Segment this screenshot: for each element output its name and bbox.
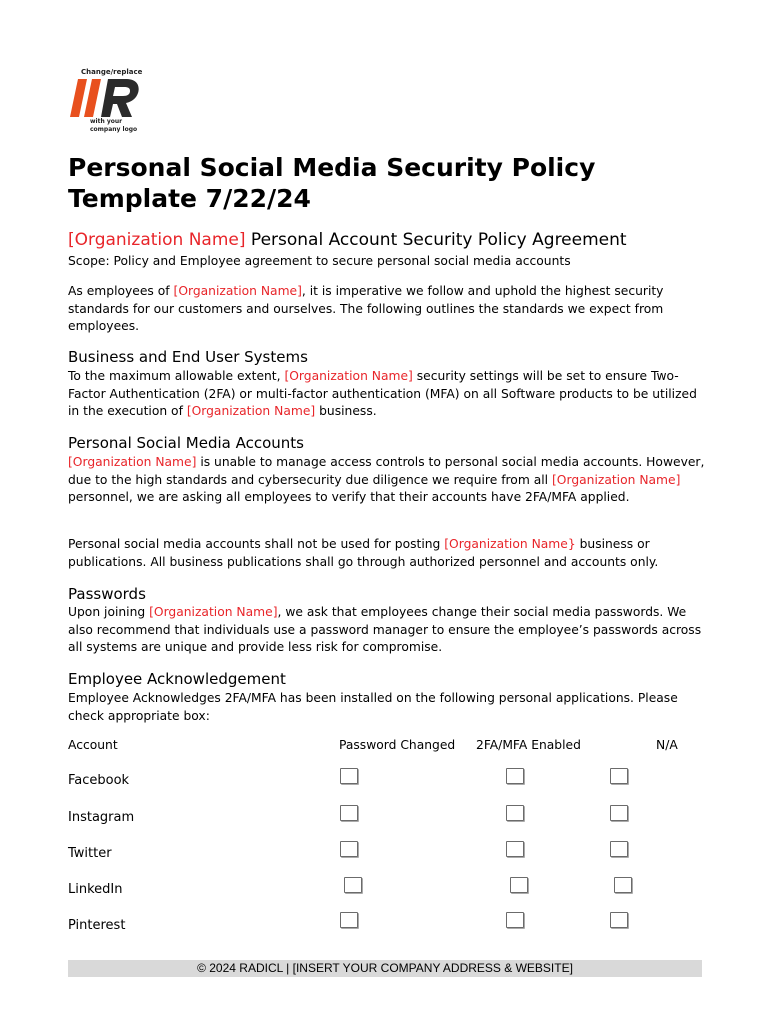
checkbox-twitter-na[interactable] — [610, 841, 628, 857]
org-placeholder: [Organization Name] — [186, 404, 316, 418]
section-heading-passwords: Passwords — [68, 585, 146, 603]
agreement-title — [68, 228, 627, 252]
org-placeholder: [Organization Name] — [552, 472, 681, 487]
personal-paragraph-2 — [68, 536, 708, 571]
personal-paragraph-1 — [68, 454, 708, 507]
personal-text-p2a: Personal social media accounts shall not be used for posting — [68, 537, 445, 551]
account-label-pinterest: Pinterest — [68, 918, 126, 933]
checkbox-facebook-na[interactable] — [610, 768, 628, 784]
checkbox-linkedin-na[interactable] — [614, 877, 632, 893]
org-placeholder: [Organization Name] — [68, 455, 197, 469]
scope-text: Scope: Policy and Employee agreement to secure personal social media accounts — [68, 254, 571, 268]
personal-text-b: personnel, we are asking all employees to verify that their accounts have 2FA/MFA applied. — [68, 490, 630, 504]
logo-caption-top: Change/replace — [81, 68, 143, 76]
intro-paragraph — [68, 283, 708, 336]
checkbox-instagram-2fa-enabled[interactable] — [506, 805, 524, 821]
passwords-text-b: , we ask that employees change their social media passwords. We also recommend that individuals use a password manager to ensure the employee’s passwords across all systems are unique and provide less risk for compromise. — [68, 605, 702, 654]
logo-caption-line-1: with your — [90, 118, 123, 125]
checkbox-pinterest-password-changed[interactable] — [340, 912, 358, 928]
passwords-paragraph — [68, 604, 708, 657]
account-label-linkedin: LinkedIn — [68, 882, 123, 897]
checkbox-facebook-password-changed[interactable] — [340, 768, 358, 784]
logo-mark-icon — [68, 78, 142, 118]
passwords-text-a: Upon joining — [68, 605, 150, 619]
agreement-title-text: Personal Account Security Policy Agreement — [245, 230, 627, 250]
section-heading-personal: Personal Social Media Accounts — [68, 434, 304, 452]
checkbox-pinterest-2fa-enabled[interactable] — [506, 912, 524, 928]
checkbox-twitter-password-changed[interactable] — [340, 841, 358, 857]
page-footer: © 2024 RADICL | [INSERT YOUR COMPANY ADDRESS & WEBSITE] — [68, 960, 702, 977]
checkbox-instagram-na[interactable] — [610, 805, 628, 821]
checkbox-linkedin-2fa-enabled[interactable] — [510, 877, 528, 893]
checkbox-facebook-2fa-enabled[interactable] — [506, 768, 524, 784]
personal-text-a: is unable to manage access controls to personal social media accounts. However, due to the high standards and cybersecurity due diligence we require from all — [68, 455, 705, 487]
checkbox-linkedin-password-changed[interactable] — [344, 877, 362, 893]
business-text-c: business. — [315, 404, 377, 418]
company-logo — [68, 68, 148, 136]
personal-text-p2b: business or publications. All business publications shall go through authorized personnel and accounts only. — [68, 537, 659, 569]
logo-caption-line-2: company logo — [90, 126, 138, 133]
org-placeholder: [Organization Name] — [284, 369, 413, 383]
column-header-na: N/A — [656, 738, 678, 752]
account-label-facebook: Facebook — [68, 773, 130, 788]
logo-caption-bottom — [90, 118, 137, 134]
column-header-2fa-enabled: 2FA/MFA Enabled — [476, 738, 581, 752]
column-header-account: Account — [68, 738, 118, 752]
acknowledgement-text: Employee Acknowledges 2FA/MFA has been installed on the following personal applications. Please check appropriate box: — [68, 691, 678, 723]
section-heading-acknowledgement: Employee Acknowledgement — [68, 670, 286, 688]
intro-text-b: , it is imperative we follow and uphold the highest security standards for our customers and ourselves. The following outlines the standards we expect from employees. — [68, 284, 664, 333]
org-placeholder: [Organization Name] — [68, 230, 246, 250]
account-label-instagram: Instagram — [68, 810, 135, 825]
checkbox-instagram-password-changed[interactable] — [340, 805, 358, 821]
business-paragraph — [68, 368, 708, 421]
intro-text-a: As employees of — [68, 284, 174, 298]
org-placeholder: [Organization Name] — [173, 284, 302, 298]
org-placeholder: [Organization Name] — [149, 605, 278, 619]
checkbox-pinterest-na[interactable] — [610, 912, 628, 928]
business-text-a: To the maximum allowable extent, — [68, 369, 285, 383]
page-title: Personal Social Media Security Policy Template 7/22/24 — [68, 153, 596, 213]
business-text-b: security settings will be set to ensure Two-Factor Authentication (2FA) or multi-factor authentication (MFA) on all Software products to be utilized in the execution of — [68, 369, 697, 418]
checkbox-twitter-2fa-enabled[interactable] — [506, 841, 524, 857]
column-header-password-changed: Password Changed — [339, 738, 456, 752]
org-placeholder: [Organization Name} — [444, 537, 576, 551]
section-heading-business: Business and End User Systems — [68, 348, 308, 366]
account-label-twitter: Twitter — [68, 846, 112, 861]
